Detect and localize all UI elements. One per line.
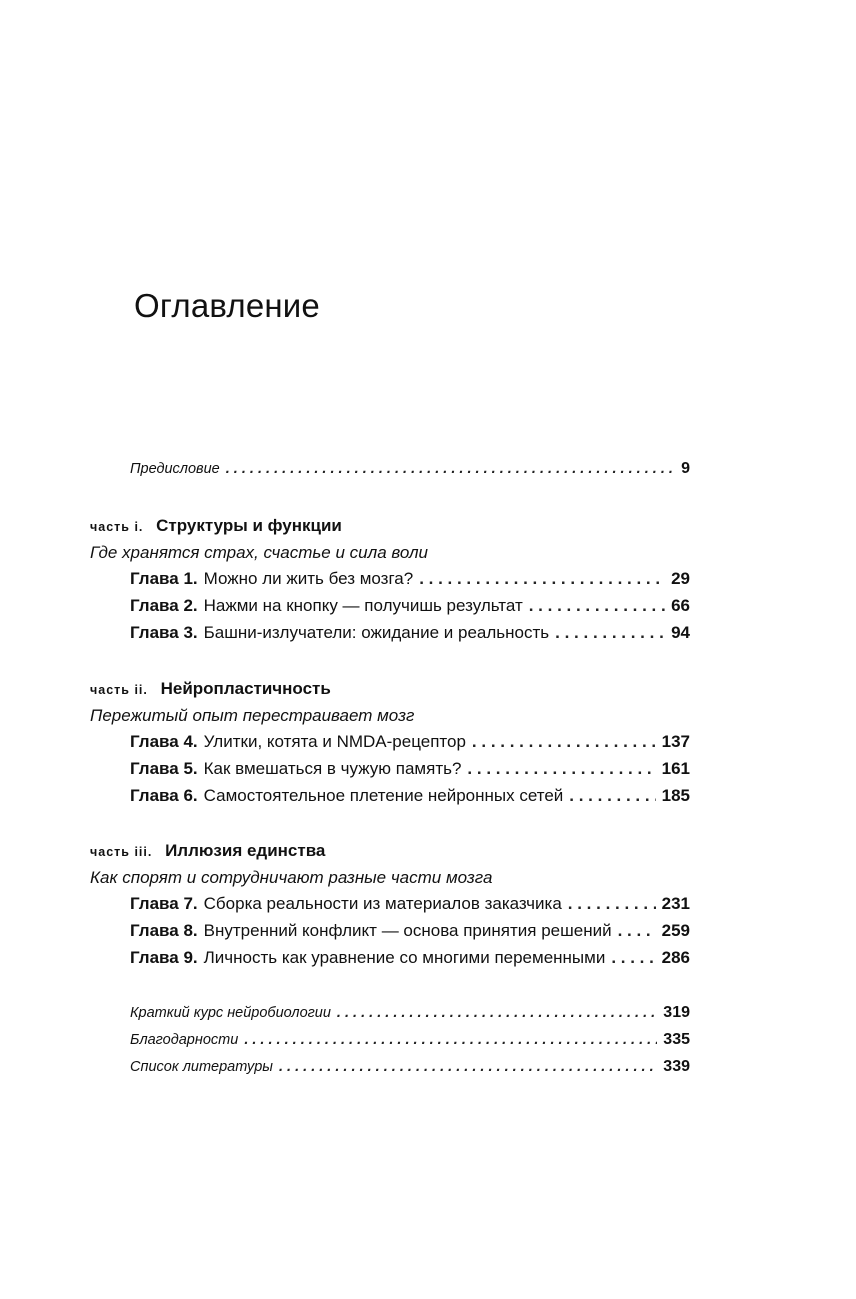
chapter-title: Внутренний конфликт — основа принятия решений xyxy=(203,921,612,940)
chapter-label: Глава 5. xyxy=(130,759,198,778)
dot-leader xyxy=(529,596,665,616)
toc-entry-acknowledgements[interactable] xyxy=(130,1031,690,1057)
dot-leader xyxy=(244,1032,657,1048)
dot-leader xyxy=(569,786,655,806)
part-heading-3 xyxy=(90,841,325,861)
part-title: Структуры и функции xyxy=(156,516,342,535)
toc-entry-references[interactable] xyxy=(130,1058,690,1084)
part-title: Иллюзия единства xyxy=(165,841,326,860)
dot-leader xyxy=(611,948,655,968)
page-number: 185 xyxy=(661,786,690,805)
toc-entry-neurobiology-course[interactable] xyxy=(130,1004,690,1030)
dot-leader xyxy=(467,759,655,779)
toc-entry-chapter-8[interactable] xyxy=(130,921,690,947)
chapter-label: Глава 4. xyxy=(130,732,198,751)
page-number: 319 xyxy=(663,1004,690,1021)
entry-title: Благодарности xyxy=(130,1032,239,1048)
dot-leader xyxy=(419,569,665,589)
part-subtitle-2: Пережитый опыт перестраивает мозг xyxy=(90,706,415,725)
toc-entry-chapter-4[interactable] xyxy=(130,732,690,758)
page-number: 286 xyxy=(661,948,690,967)
page-number: 335 xyxy=(663,1031,690,1048)
entry-title: Краткий курс нейробиологии xyxy=(130,1005,331,1021)
toc-entry-chapter-2[interactable] xyxy=(130,596,690,622)
part-label: часть i. xyxy=(90,520,144,534)
toc-entry-preface[interactable] xyxy=(130,460,690,486)
part-subtitle-1: Где хранятся страх, счастье и сила воли xyxy=(90,543,428,562)
chapter-title: Башни-излучатели: ожидание и реальность xyxy=(203,623,550,642)
page-number: 259 xyxy=(661,921,690,940)
chapter-title: Нажми на кнопку — получишь результат xyxy=(203,596,523,615)
entry-title: Предисловие xyxy=(130,461,220,477)
page-number: 9 xyxy=(681,460,690,477)
toc-entry-chapter-6[interactable] xyxy=(130,786,690,812)
part-heading-1 xyxy=(90,516,342,536)
toc-entry-chapter-9[interactable] xyxy=(130,948,690,974)
dot-leader xyxy=(226,461,675,477)
toc-entry-chapter-3[interactable] xyxy=(130,623,690,649)
chapter-label: Глава 3. xyxy=(130,623,198,642)
dot-leader xyxy=(472,732,656,752)
chapter-label: Глава 2. xyxy=(130,596,198,615)
page-number: 231 xyxy=(661,894,690,913)
page-number: 161 xyxy=(661,759,690,778)
part-label: часть iii. xyxy=(90,845,153,859)
chapter-label: Глава 6. xyxy=(130,786,198,805)
page-number: 94 xyxy=(671,623,690,642)
page-title: Оглавление xyxy=(134,287,320,324)
chapter-label: Глава 1. xyxy=(130,569,198,588)
toc-entry-chapter-7[interactable] xyxy=(130,894,690,920)
chapter-title: Можно ли жить без мозга? xyxy=(203,569,414,588)
dot-leader xyxy=(337,1005,657,1021)
toc-entry-chapter-1[interactable] xyxy=(130,569,690,595)
toc-entry-chapter-5[interactable] xyxy=(130,759,690,785)
dot-leader xyxy=(279,1059,657,1075)
page-number: 29 xyxy=(671,569,690,588)
chapter-title: Сборка реальности из материалов заказчика xyxy=(203,894,562,913)
part-subtitle-3: Как спорят и сотрудничают разные части мозга xyxy=(90,868,493,887)
dot-leader xyxy=(568,894,656,914)
chapter-label: Глава 7. xyxy=(130,894,198,913)
chapter-label: Глава 8. xyxy=(130,921,198,940)
chapter-title: Улитки, котята и NMDA-рецептор xyxy=(203,732,466,751)
page-number: 66 xyxy=(671,596,690,615)
chapter-title: Самостоятельное плетение нейронных сетей xyxy=(203,786,564,805)
dot-leader xyxy=(618,921,656,941)
part-label: часть ii. xyxy=(90,683,148,697)
chapter-title: Как вмешаться в чужую память? xyxy=(203,759,462,778)
chapter-label: Глава 9. xyxy=(130,948,198,967)
part-title: Нейропластичность xyxy=(160,679,331,698)
chapter-title: Личность как уравнение со многими переменными xyxy=(203,948,606,967)
entry-title: Список литературы xyxy=(130,1059,273,1075)
part-heading-2 xyxy=(90,679,331,699)
page-number: 137 xyxy=(661,732,690,751)
dot-leader xyxy=(555,623,665,643)
page-number: 339 xyxy=(663,1058,690,1075)
